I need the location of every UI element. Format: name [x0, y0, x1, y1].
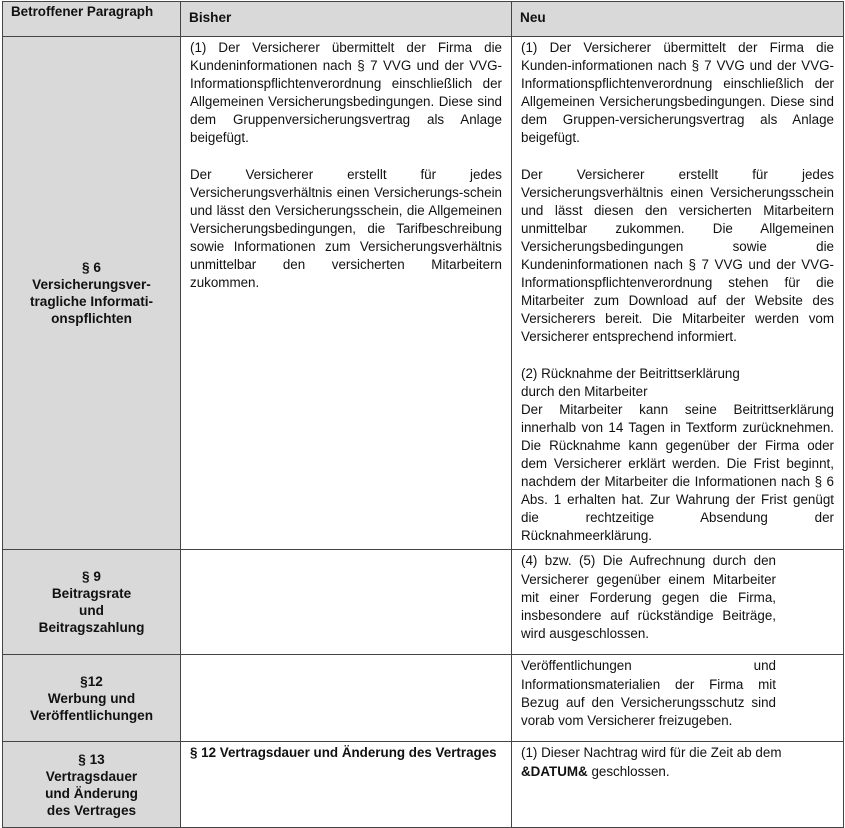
paragraph-number: § 6	[82, 260, 101, 276]
after-text: (1) Der Versicherer übermittelt der Firma die Kunden-informationen nach § 7 VVG und der VVG-Informationspflichtenverordnung einschließlich der Allgemeinen Versicherungsbedingungen. Diese sind dem Gruppen-versicherungsvertrag als Anlage beigefügt.	[521, 40, 834, 146]
before-cell	[181, 742, 512, 828]
paragraph-title-line: Vertragsdauer	[45, 768, 138, 784]
before-cell	[181, 37, 512, 550]
before-text: § 12 Vertragsdauer und Änderung des Vertrages	[190, 745, 497, 761]
table-row	[3, 655, 844, 742]
paragraph-cell	[3, 742, 181, 828]
after-text: durch den Mitarbeiter	[521, 383, 648, 399]
before-cell	[181, 550, 512, 655]
after-text: Veröffentlichungen und Informationsmaterialien der Firma mit Bezug auf den Versicherungsschutz sind vorab vom Versicherer freizugeben.	[521, 658, 776, 728]
paragraph-title-line: Veröffentlichungen	[29, 707, 154, 723]
after-cell	[512, 742, 844, 828]
before-cell	[181, 655, 512, 742]
paragraph-title-line: Werbung und	[47, 690, 136, 706]
paragraph-title-line: und Änderung	[45, 785, 138, 801]
after-cell	[512, 550, 844, 655]
paragraph-title-line: des Vertrages	[46, 802, 137, 818]
paragraph-number: § 9	[82, 569, 101, 585]
header-before: Bisher	[181, 2, 512, 37]
paragraph-number: § 13	[78, 751, 105, 767]
paragraph-cell	[3, 37, 181, 550]
paragraph-cell	[3, 655, 181, 742]
paragraph-title-line: tragliche Informati-	[29, 294, 154, 310]
paragraph-title-line: Beitragsrate	[51, 586, 132, 602]
before-text: (1) Der Versicherer übermittelt der Firma die Kundeninformationen nach § 7 VVG und der VVG-Informationspflichtenverordnung einschließlich der Allgemeinen Versicherungsbedingungen. Diese sind dem Gruppenversicherungsvertrag als Anlage beigefügt.	[190, 40, 502, 146]
comparison-table	[2, 1, 844, 828]
date-placeholder: &DATUM&	[521, 763, 588, 779]
after-text-date-line	[521, 763, 834, 781]
paragraph-number: §12	[80, 673, 103, 689]
after-text: Der Versicherer erstellt für jedes Versicherungsverhältnis einen Versicherungsschein und lässt diesen den versicherten Mitarbeitern unmittelbar zukommen. Die Allgemeinen Versicherungsbedingungen sowie die Kundeninformationen nach § 7 VVG und der VVG-Informationspflichtenverordnung stehen für die Mitarbeiter zum Download auf der Website des Versicherers bereit. Die Mitarbeiter werden vom Versicherer entsprechend informiert.	[521, 166, 834, 345]
table-row	[3, 742, 844, 828]
table-header-row	[3, 2, 844, 37]
paragraph-title-line: onspflichten	[51, 311, 132, 327]
after-text: geschlossen.	[591, 763, 670, 779]
after-text: (1) Dieser Nachtrag wird für die Zeit ab dem	[521, 745, 782, 761]
after-cell	[512, 655, 844, 742]
paragraph-cell	[3, 550, 181, 655]
table-row	[3, 550, 844, 655]
header-after: Neu	[512, 2, 844, 37]
paragraph-title-line: und	[79, 603, 104, 619]
after-text: Der Mitarbeiter kann seine Beitrittserklärung innerhalb von 14 Tagen in Textform zurücknehmen. Die Rücknahme kann gegenüber der Firma oder dem Versicherer erklärt werden. Die Frist beginnt, nachdem der Mitarbeiter die Informationen nach § 6 Abs. 1 erhalten hat. Zur Wahrung der Frist genügt die rechtzeitige Absendung der Rücknahmeerklärung.	[521, 401, 834, 544]
before-text: Der Versicherer erstellt für jedes Versicherungsverhältnis einen Versicherungs-schein und lässt den Versicherungsschein, die Allgemeinen Versicherungsbedingungen, die Tarifbeschreibung sowie Informationen zum Versicherungsverhältnis unmittelbar den versicherten Mitarbeitern zukommen.	[190, 166, 502, 291]
after-text: (2) Rücknahme der Beitrittserklärung	[521, 365, 740, 381]
header-paragraph: Betroffener Paragraph	[3, 2, 181, 37]
paragraph-title-line: Versicherungsver-	[32, 277, 151, 293]
paragraph-title-line: Beitragszahlung	[38, 620, 145, 636]
after-text: (4) bzw. (5) Die Aufrechnung durch den Versicherer gegenüber einem Mitarbeiter mit einer Forderung gegen die Firma, insbesondere auf rückständige Beiträge, wird ausgeschlossen.	[521, 553, 776, 641]
after-cell	[512, 37, 844, 550]
table-row	[3, 37, 844, 550]
